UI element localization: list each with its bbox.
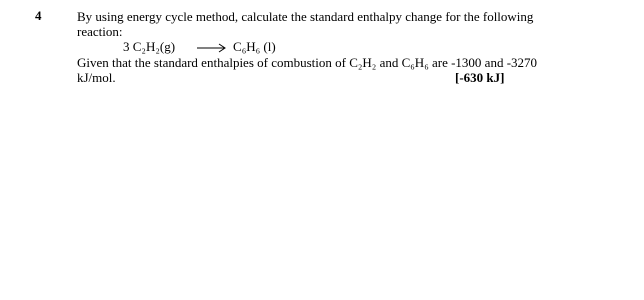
- right-arrow-icon: [197, 43, 227, 53]
- question-text-line-4: Given that the standard enthalpies of combustion of C₂H₂ and C₆H₆ are -1300 and -3270: [77, 55, 538, 70]
- answer-label: [-630 kJ]: [455, 70, 505, 85]
- reaction-equation: [123, 39, 276, 54]
- question-text-line-1: By using energy cycle method, calculate the standard enthalpy change for the following: [77, 9, 534, 24]
- product: C₆H₆ (l): [233, 39, 276, 54]
- question-text-line-2: reaction:: [77, 24, 123, 39]
- question-text-line-5: kJ/mol.: [77, 70, 116, 85]
- question-number: 4: [35, 8, 42, 23]
- reactant: 3 C₂H₂(g): [123, 39, 176, 54]
